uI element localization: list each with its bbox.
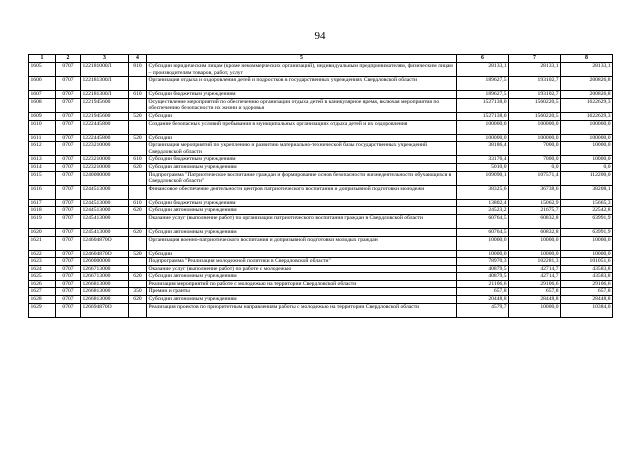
amount-year-2: 657,8 <box>509 288 561 296</box>
amount-year-2: 28448,8 <box>509 296 561 304</box>
target-article-code: 1266713000 <box>81 265 129 273</box>
amount-year-3: 10000,0 <box>561 236 613 250</box>
row-number: 1615 <box>29 171 56 185</box>
item-name: Организация отдыха и оздоровления детей и подростков в государственных учреждениях Свердловской области <box>147 77 457 91</box>
table-row <box>29 236 613 250</box>
row-number: 1620 <box>29 228 56 236</box>
amount-year-1: 38186,4 <box>457 142 509 156</box>
target-article-code: 1221945600 <box>81 112 129 120</box>
item-name: Реализация проектов по приоритетным направлениям работы с молодежью на территории Свердловской области <box>147 303 457 317</box>
row-number: 1623 <box>29 258 56 266</box>
amount-year-1: 189627,5 <box>457 91 509 99</box>
table-row <box>29 207 613 215</box>
amount-year-2: 193102,7 <box>509 77 561 91</box>
item-name: Подпрограмма "Патриотическое воспитание граждан и формирование основ безопасности жизнедеятельности обучающихся в Свердловской области" <box>147 171 457 185</box>
table-header-row <box>29 55 613 63</box>
budget-table <box>28 54 613 318</box>
column-header: 1 <box>29 55 56 63</box>
row-number: 1616 <box>29 185 56 199</box>
amount-year-1: 78970,3 <box>457 258 509 266</box>
amount-year-2: 107571,4 <box>509 171 561 185</box>
amount-year-3: 28133,1 <box>561 63 613 77</box>
table-row <box>29 91 613 99</box>
section-code: 0707 <box>56 199 81 207</box>
amount-year-2: 102281,3 <box>509 258 561 266</box>
row-number: 1619 <box>29 214 56 228</box>
table-row <box>29 258 613 266</box>
item-name: Субсидии бюджетным учреждениям <box>147 199 457 207</box>
amount-year-1: 40879,5 <box>457 265 509 273</box>
item-name: Субсидии автономным учреждениям <box>147 207 457 215</box>
row-number: 1628 <box>29 296 56 304</box>
section-code: 0707 <box>56 98 81 112</box>
expense-type-code: 350 <box>129 288 147 296</box>
amount-year-2: 100000,0 <box>509 134 561 142</box>
column-header: 3 <box>81 55 129 63</box>
item-name: Оказание услуг (выполнение работ) по организации патриотического воспитания граждан в Свердловской области <box>147 214 457 228</box>
table-row <box>29 163 613 171</box>
item-name: Подпрограмма "Реализация молодежной политики в Свердловской области" <box>147 258 457 266</box>
table-row <box>29 77 613 91</box>
amount-year-3: 22542,8 <box>561 207 613 215</box>
target-article-code: 122181300Л <box>81 91 129 99</box>
amount-year-2: 21675,7 <box>509 207 561 215</box>
amount-year-1: 60764,5 <box>457 228 509 236</box>
expense-type-code <box>129 185 147 199</box>
row-number: 1629 <box>29 303 56 317</box>
target-article-code: 1223210000 <box>81 142 129 156</box>
table-row <box>29 199 613 207</box>
amount-year-1: 24523,2 <box>457 207 509 215</box>
item-name: Субсидии автономным учреждениям <box>147 163 457 171</box>
amount-year-3: 10000,0 <box>561 156 613 164</box>
amount-year-3: 101051,6 <box>561 258 613 266</box>
column-header: 5 <box>147 55 457 63</box>
expense-type-code: 610 <box>129 199 147 207</box>
table-row <box>29 134 613 142</box>
row-number: 1625 <box>29 273 56 281</box>
target-article-code: 1244513000 <box>81 207 129 215</box>
expense-type-code: 520 <box>129 250 147 258</box>
item-name: Субсидии бюджетным учреждениям <box>147 156 457 164</box>
expense-type-code <box>129 303 147 317</box>
column-header: 8 <box>561 55 613 63</box>
expense-type-code: 810 <box>129 63 147 77</box>
section-code: 0707 <box>56 63 81 77</box>
amount-year-3: 29106,6 <box>561 280 613 288</box>
section-code: 0707 <box>56 91 81 99</box>
amount-year-2: 100000,0 <box>509 120 561 134</box>
table-row <box>29 98 613 112</box>
amount-year-3: 15665,3 <box>561 199 613 207</box>
amount-year-3: 10000,0 <box>561 250 613 258</box>
item-name: Финансовое обеспечение деятельности центров патриотического воспитания и допризывной подготовки молодежи <box>147 185 457 199</box>
section-code: 0707 <box>56 185 81 199</box>
amount-year-1: 4579,7 <box>457 303 509 317</box>
amount-year-1: 13802,4 <box>457 199 509 207</box>
target-article-code: 1266713000 <box>81 273 129 281</box>
row-number: 1606 <box>29 77 56 91</box>
table-body <box>29 63 613 318</box>
section-code: 0707 <box>56 156 81 164</box>
amount-year-2: 28133,1 <box>509 63 561 77</box>
item-name: Оказание услуг (выполнение работ) по работе с молодежью <box>147 265 457 273</box>
amount-year-2: 60832,8 <box>509 228 561 236</box>
expense-type-code <box>129 214 147 228</box>
target-article-code: 126694870О <box>81 303 129 317</box>
table-row <box>29 63 613 77</box>
item-name: Субсидии <box>147 134 457 142</box>
section-code: 0707 <box>56 288 81 296</box>
expense-type-code: 520 <box>129 112 147 120</box>
expense-type-code <box>129 280 147 288</box>
amount-year-1: 10000,0 <box>457 236 509 250</box>
amount-year-2: 7000,0 <box>509 142 561 156</box>
table-row <box>29 303 613 317</box>
row-number: 1609 <box>29 112 56 120</box>
amount-year-2: 10000,0 <box>509 250 561 258</box>
target-article-code: 1266813000 <box>81 280 129 288</box>
amount-year-2: 36738,6 <box>509 185 561 199</box>
amount-year-3: 10000,0 <box>561 142 613 156</box>
amount-year-2: 15062,9 <box>509 199 561 207</box>
item-name: Субсидии <box>147 112 457 120</box>
amount-year-1: 40879,5 <box>457 273 509 281</box>
amount-year-3: 657,8 <box>561 288 613 296</box>
expense-type-code <box>129 171 147 185</box>
section-code: 0707 <box>56 134 81 142</box>
expense-type-code <box>129 258 147 266</box>
section-code: 0707 <box>56 142 81 156</box>
column-header: 2 <box>56 55 81 63</box>
expense-type-code: 610 <box>129 91 147 99</box>
amount-year-2: 1560220,5 <box>509 98 561 112</box>
target-article-code: 1260000000 <box>81 258 129 266</box>
target-article-code: 1240000000 <box>81 171 129 185</box>
section-code: 0707 <box>56 207 81 215</box>
section-code: 0707 <box>56 77 81 91</box>
section-code: 0707 <box>56 214 81 228</box>
table-row <box>29 265 613 273</box>
amount-year-1: 20448,8 <box>457 296 509 304</box>
item-name: Организация военно-патриотического воспитания и допризывной подготовки молодых граждан <box>147 236 457 250</box>
row-number: 1614 <box>29 163 56 171</box>
amount-year-1: 60764,5 <box>457 214 509 228</box>
row-number: 1622 <box>29 250 56 258</box>
item-name: Субсидии бюджетным учреждениям <box>147 91 457 99</box>
item-name: Создание безопасных условий пребывания в муниципальных организациях отдыха детей и их оздоровления <box>147 120 457 134</box>
table-row <box>29 228 613 236</box>
target-article-code: 1245413000 <box>81 214 129 228</box>
table-row <box>29 296 613 304</box>
table-row <box>29 214 613 228</box>
section-code: 0707 <box>56 236 81 250</box>
row-number: 1612 <box>29 142 56 156</box>
amount-year-1: 38325,6 <box>457 185 509 199</box>
amount-year-1: 1527138,0 <box>457 98 509 112</box>
amount-year-3: 43583,8 <box>561 273 613 281</box>
section-code: 0707 <box>56 250 81 258</box>
section-code: 0707 <box>56 303 81 317</box>
expense-type-code <box>129 77 147 91</box>
page-number: 94 <box>314 30 326 42</box>
amount-year-1: 657,8 <box>457 288 509 296</box>
expense-type-code <box>129 142 147 156</box>
amount-year-3: 28448,8 <box>561 296 613 304</box>
expense-type-code <box>129 236 147 250</box>
column-header: 7 <box>509 55 561 63</box>
target-article-code: 1266813000 <box>81 296 129 304</box>
amount-year-3: 200826,8 <box>561 77 613 91</box>
amount-year-3: 63991,9 <box>561 214 613 228</box>
section-code: 0707 <box>56 171 81 185</box>
row-number: 1605 <box>29 63 56 77</box>
expense-type-code: 620 <box>129 228 147 236</box>
table-row <box>29 185 613 199</box>
amount-year-1: 28133,1 <box>457 63 509 77</box>
item-name: Субсидии юридическим лицам (кроме некоммерческих организаций), индивидуальным предпринимателям, физическим лицам – производителям товаров, работ, услуг <box>147 63 457 77</box>
amount-year-2: 42714,7 <box>509 265 561 273</box>
amount-year-3: 0,0 <box>561 163 613 171</box>
column-header: 4 <box>129 55 147 63</box>
amount-year-3: 1622629,3 <box>561 98 613 112</box>
section-code: 0707 <box>56 273 81 281</box>
table-row <box>29 273 613 281</box>
amount-year-3: 112200,0 <box>561 171 613 185</box>
expense-type-code: 520 <box>129 134 147 142</box>
amount-year-1: 1527138,0 <box>457 112 509 120</box>
target-article-code: 1244513000 <box>81 199 129 207</box>
expense-type-code: 620 <box>129 163 147 171</box>
amount-year-3: 63991,9 <box>561 228 613 236</box>
amount-year-1: 21106,6 <box>457 280 509 288</box>
item-name: Субсидии автономным учреждениям <box>147 273 457 281</box>
target-article-code: 1222445800 <box>81 134 129 142</box>
row-number: 1610 <box>29 120 56 134</box>
section-code: 0707 <box>56 112 81 120</box>
item-name: Реализация мероприятий по работе с молодежью на территории Свердловской области <box>147 280 457 288</box>
table-row <box>29 142 613 156</box>
target-article-code: 1266813000 <box>81 288 129 296</box>
section-code: 0707 <box>56 228 81 236</box>
table-row <box>29 280 613 288</box>
target-article-code: 122181000Л <box>81 63 129 77</box>
expense-type-code: 620 <box>129 296 147 304</box>
row-number: 1624 <box>29 265 56 273</box>
section-code: 0707 <box>56 296 81 304</box>
item-name: Осуществление мероприятий по обеспечению организации отдыха детей в каникулярное время, включая мероприятия по обеспечению безопасности их жизни и здоровья <box>147 98 457 112</box>
table-row <box>29 120 613 134</box>
amount-year-2: 10000,0 <box>509 303 561 317</box>
row-number: 1611 <box>29 134 56 142</box>
row-number: 1618 <box>29 207 56 215</box>
row-number: 1627 <box>29 288 56 296</box>
amount-year-2: 1560220,5 <box>509 112 561 120</box>
target-article-code: 124604870О <box>81 236 129 250</box>
amount-year-2: 42714,7 <box>509 273 561 281</box>
amount-year-1: 100000,0 <box>457 134 509 142</box>
target-article-code: 122181300Л <box>81 77 129 91</box>
amount-year-1: 100000,0 <box>457 120 509 134</box>
target-article-code: 1221945600 <box>81 98 129 112</box>
target-article-code: 1223210000 <box>81 156 129 164</box>
amount-year-3: 1622629,3 <box>561 112 613 120</box>
amount-year-2: 193102,7 <box>509 91 561 99</box>
section-code: 0707 <box>56 258 81 266</box>
expense-type-code: 610 <box>129 156 147 164</box>
amount-year-3: 100000,0 <box>561 120 613 134</box>
row-number: 1617 <box>29 199 56 207</box>
table-row <box>29 288 613 296</box>
row-number: 1613 <box>29 156 56 164</box>
row-number: 1626 <box>29 280 56 288</box>
table-row <box>29 156 613 164</box>
target-article-code: 124604870О <box>81 250 129 258</box>
amount-year-1: 189627,5 <box>457 77 509 91</box>
amount-year-3: 200826,8 <box>561 91 613 99</box>
expense-type-code: 620 <box>129 207 147 215</box>
amount-year-2: 0,0 <box>509 163 561 171</box>
amount-year-2: 7000,0 <box>509 156 561 164</box>
amount-year-3: 10384,0 <box>561 303 613 317</box>
target-article-code: 1244513000 <box>81 185 129 199</box>
column-header: 6 <box>457 55 509 63</box>
table-row <box>29 171 613 185</box>
section-code: 0707 <box>56 163 81 171</box>
amount-year-3: 43583,8 <box>561 265 613 273</box>
amount-year-2: 10000,0 <box>509 236 561 250</box>
expense-type-code: 620 <box>129 273 147 281</box>
row-number: 1621 <box>29 236 56 250</box>
expense-type-code <box>129 265 147 273</box>
amount-year-1: 109090,1 <box>457 171 509 185</box>
item-name: Организация мероприятий по укреплению и развитию материально-технической базы государственных учреждений Свердловской области <box>147 142 457 156</box>
item-name: Субсидии автономным учреждениям <box>147 296 457 304</box>
amount-year-1: 33176,4 <box>457 156 509 164</box>
expense-type-code <box>129 120 147 134</box>
row-number: 1608 <box>29 98 56 112</box>
section-code: 0707 <box>56 265 81 273</box>
row-number: 1607 <box>29 91 56 99</box>
amount-year-3: 38208,1 <box>561 185 613 199</box>
amount-year-2: 60832,8 <box>509 214 561 228</box>
target-article-code: 1222445800 <box>81 120 129 134</box>
amount-year-1: 5010,0 <box>457 163 509 171</box>
section-code: 0707 <box>56 280 81 288</box>
target-article-code: 1223210000 <box>81 163 129 171</box>
item-name: Субсидии <box>147 250 457 258</box>
item-name: Субсидии автономным учреждениям <box>147 228 457 236</box>
amount-year-1: 10000,0 <box>457 250 509 258</box>
target-article-code: 1245413000 <box>81 228 129 236</box>
amount-year-3: 100000,0 <box>561 134 613 142</box>
expense-type-code <box>129 98 147 112</box>
table-row <box>29 112 613 120</box>
amount-year-2: 29106,6 <box>509 280 561 288</box>
section-code: 0707 <box>56 120 81 134</box>
item-name: Премии и гранты <box>147 288 457 296</box>
table-row <box>29 250 613 258</box>
